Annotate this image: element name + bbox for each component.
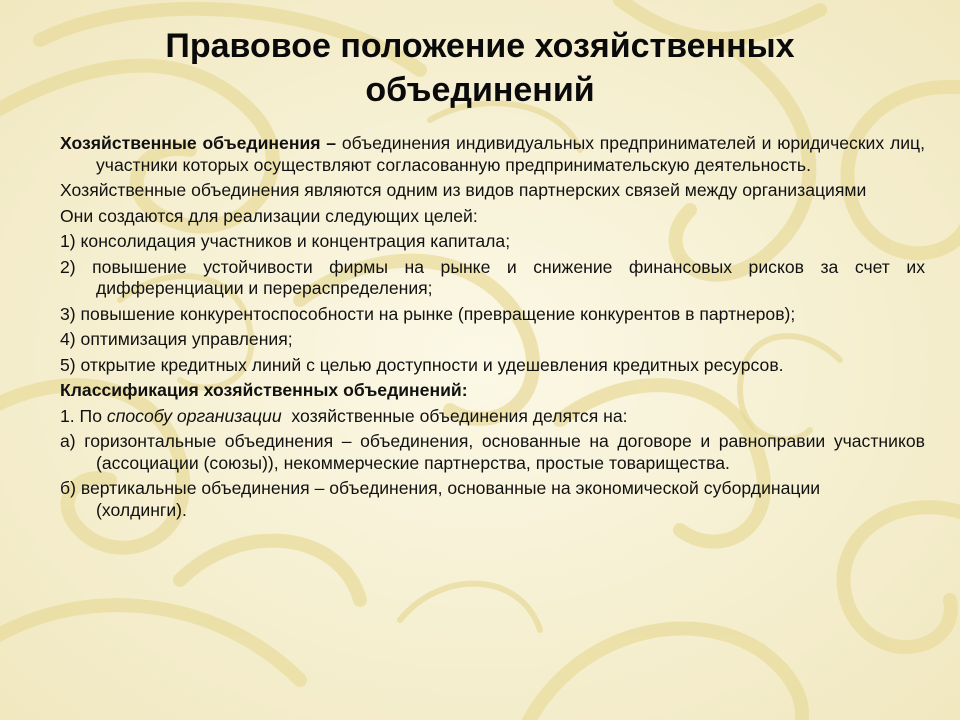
classification-item-1 bbox=[60, 406, 925, 428]
classification-italic: способу организации bbox=[106, 405, 282, 426]
title-line-1: Правовое положение хозяйственных bbox=[165, 27, 795, 65]
classification-item-a: а) горизонтальные объединения – объединения, основанные на договоре и равноправии участников (ассоциации (союзы)), некоммерческие партнерства, простые товарищества. bbox=[60, 431, 925, 473]
slide-body bbox=[60, 133, 925, 525]
goal-item: 1) консолидация участников и концентрация капитала; bbox=[60, 231, 511, 251]
goal-item: 3) повышение конкурентоспособности на рынке (превращение конкурентов в партнеров); bbox=[60, 303, 796, 324]
classification-prefix: 1. По bbox=[60, 405, 107, 426]
classification-heading: Классификация хозяйственных объединений: bbox=[60, 380, 468, 400]
slide-title bbox=[0, 24, 960, 112]
goal-item: 4) оптимизация управления; bbox=[60, 329, 293, 349]
goals-intro: Они создаются для реализации следующих целей: bbox=[60, 205, 478, 226]
definition-text: объединения индивидуальных предпринимателей и юридических лиц, участники которых осуществляют согласованную предпринимательскую деятельность. bbox=[96, 133, 926, 175]
definition-term: Хозяйственные объединения – bbox=[60, 133, 337, 153]
classification-suffix: хозяйственные объединения делятся на: bbox=[281, 405, 628, 426]
goal-item: 2) повышение устойчивости фирмы на рынке и снижение финансовых рисков за счет их дифференциации и перераспределения; bbox=[60, 256, 925, 298]
classification-item-b: б) вертикальные объединения – объединения, основанные на экономической субординации (холдинги). bbox=[60, 478, 821, 520]
partner-links-paragraph: Хозяйственные объединения являются одним из видов партнерских связей между организациями bbox=[60, 180, 867, 200]
definition-paragraph bbox=[60, 133, 925, 176]
goal-item: 5) открытие кредитных линий с целью доступности и удешевления кредитных ресурсов. bbox=[60, 354, 784, 375]
title-line-2: объединений bbox=[365, 71, 595, 109]
